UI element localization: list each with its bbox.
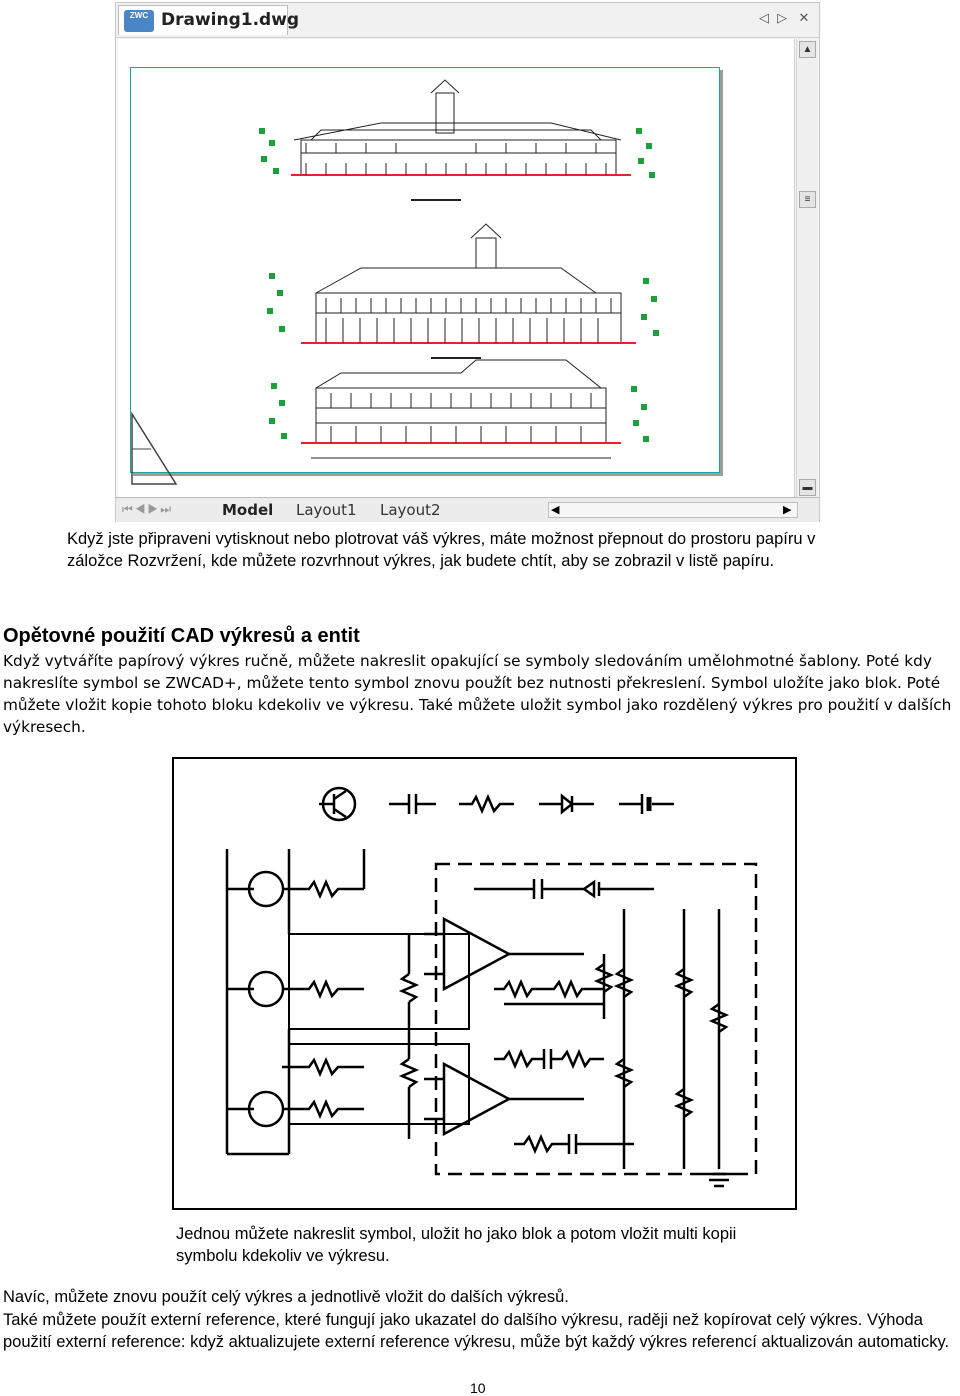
elevation-1 [291, 80, 631, 200]
building-elevations-drawing [131, 68, 719, 472]
tab-layout2[interactable]: Layout2 [380, 501, 441, 519]
op-amp-1 [424, 919, 584, 989]
green-markers-3 [269, 383, 649, 442]
close-icon[interactable]: ✕ [798, 10, 810, 25]
drawing-area[interactable] [118, 39, 795, 497]
elevation-2 [301, 224, 636, 358]
resistor-column-left [402, 934, 416, 1139]
paragraph-reuse-symbols: Když vytváříte papírový výkres ručně, můžete nakreslit opakující se symboly sledováním umělohmotné šablony. Poté kdy nakreslíte symbol se ZWCAD+, můžete tento symbol znovu použít bez nutnosti překreslení. Symbol uložíte jako blok. Poté můžete vložit kopie tohoto bloku kdekoliv ve výkresu. Také můžete uložit symbol jako rozdělený výkres pro použití v dalších výkresech. [3, 652, 952, 736]
triangle-right-icon[interactable]: ▷ [777, 10, 787, 25]
scroll-left-icon[interactable]: ◀ [551, 504, 560, 516]
scroll-up-icon[interactable]: ▲ [799, 41, 816, 58]
ucs-icon [126, 409, 186, 489]
vertical-scrollbar[interactable] [796, 39, 818, 497]
electronic-schematic [174, 759, 795, 1208]
feedback-network-2 [494, 1049, 634, 1154]
document-tab-title: Drawing1.dwg [161, 10, 300, 30]
document-tab-bar [116, 3, 819, 38]
caption-layout-description: Když jste připraveni vytisknout nebo plotrovat váš výkres, máte možnost přepnout do prostoru papíru v záložce Rozvržení, kde můžete rozvrhnout výkres, jak budete chtít, aby se zobrazil v listě papíru. [67, 530, 816, 570]
scroll-down-icon[interactable]: ▬ [799, 479, 816, 496]
tab-layout1[interactable]: Layout1 [296, 501, 357, 519]
symbol-library-row [319, 788, 674, 820]
section-heading: Opětovné použití CAD výkresů a entit [3, 625, 360, 647]
elevation-3 [301, 360, 621, 458]
paragraph-external-reference: Také můžete použít externí reference, které fungují jako ukazatel do dalšího výkresu, raději než kopírovat celý výkres. Výhoda použití externí reference: když aktualizujete externí reference výkresu, může být každý výkres referencí aktualizován automaticky. [3, 1311, 950, 1351]
triangle-left-icon[interactable]: ◁ [759, 10, 769, 25]
properties-icon[interactable]: ≡ [799, 191, 816, 208]
page-number: 10 [470, 1380, 486, 1396]
circuit-diagram-figure [172, 757, 797, 1210]
zwcad-logo-icon [124, 10, 154, 32]
tab-navigation-icons[interactable]: ⏮◀▶⏭ [122, 502, 174, 516]
layout-tab-bar [116, 497, 819, 522]
tab-model[interactable]: Model [222, 501, 274, 519]
paper-sheet [130, 67, 720, 473]
logo-text: ZWC [129, 11, 149, 20]
left-transistor-stage [227, 849, 469, 1154]
right-resistor-columns [617, 909, 734, 1186]
scroll-right-icon[interactable]: ▶ [783, 504, 792, 516]
horizontal-scrollbar[interactable] [548, 502, 798, 518]
paragraph-reuse-drawing: Navíc, můžete znovu použít celý výkres a jednotlivě vložit do dalších výkresů. [3, 1288, 569, 1306]
cad-window-screenshot [115, 2, 820, 522]
document-tab[interactable] [118, 5, 300, 35]
caption-symbol-block: Jednou můžete nakreslit symbol, uložit ho jako blok a potom vložit multi kopii symbolu kdekoliv ve výkresu. [176, 1225, 737, 1265]
